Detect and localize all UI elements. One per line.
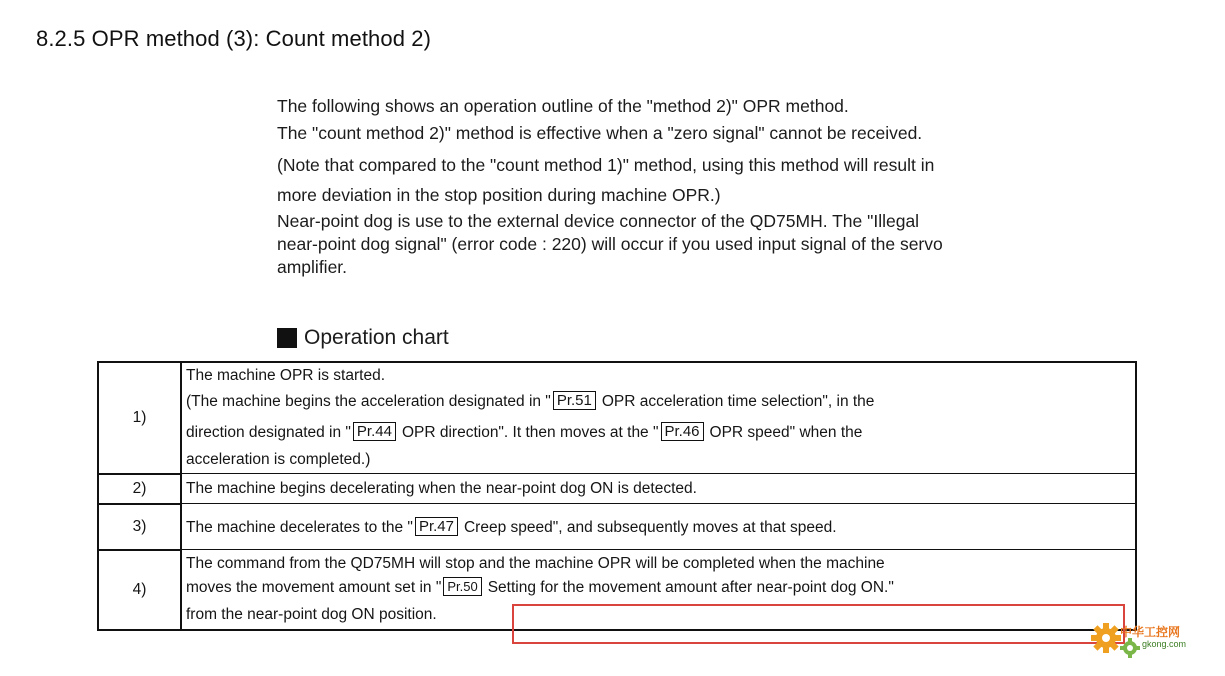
step-text-line: from the near-point dog ON position. [186, 606, 437, 623]
text-segment: direction designated in " [186, 424, 351, 441]
step-text-line [186, 417, 1135, 449]
step-description [181, 504, 1136, 550]
gear-icon [1090, 612, 1150, 668]
intro-text [277, 93, 1157, 278]
step-number: 2) [98, 474, 181, 504]
step-number: 3) [98, 504, 181, 550]
text-segment: The machine decelerates to the " [186, 518, 413, 536]
text-segment: (The machine begins the acceleration designated in " [186, 393, 551, 410]
step-text-line: The command from the QD75MH will stop and the machine OPR will be completed when the machine [186, 555, 885, 572]
step-number: 4) [98, 550, 181, 631]
step-description [181, 362, 1136, 474]
highlight-box [512, 604, 1125, 644]
intro-line: near-point dog signal" (error code : 220) will occur if you used input signal of the servo [277, 234, 943, 254]
intro-line: Near-point dog is use to the external device connector of the QD75MH. The "Illegal [277, 211, 920, 231]
step-text-line: The machine OPR is started. [186, 367, 385, 384]
step-text-line [186, 575, 1135, 601]
text-segment: Creep speed", and subsequently moves at that speed. [463, 518, 837, 536]
text-segment: Setting for the movement amount after near-point dog ON." [487, 579, 894, 596]
watermark-text: 中华工控网 [1120, 625, 1181, 639]
parameter-box: Pr.44 [353, 422, 396, 441]
parameter-box: Pr.46 [661, 422, 704, 441]
text-segment: OPR speed" when the [709, 424, 863, 441]
text-segment: OPR direction". It then moves at the " [401, 424, 659, 441]
section-heading [277, 326, 449, 350]
parameter-box: Pr.50 [443, 577, 481, 596]
watermark-url: gkong.com [1142, 639, 1187, 649]
parameter-box: Pr.51 [553, 391, 596, 410]
intro-line: The "count method 2)" method is effective when a "zero signal" cannot be received. [277, 123, 923, 143]
intro-line: more deviation in the stop position during machine OPR.) [277, 185, 721, 205]
table-row [98, 474, 1136, 504]
intro-line: (Note that compared to the "count method 1)" method, using this method will result in [277, 155, 935, 175]
intro-line: The following shows an operation outline of the "method 2)" OPR method. [277, 96, 849, 116]
black-square-icon [277, 328, 297, 348]
step-number: 1) [98, 362, 181, 474]
parameter-box: Pr.47 [415, 517, 458, 536]
page-title: 8.2.5 OPR method (3): Count method 2) [36, 26, 432, 51]
operation-chart-table [97, 361, 1137, 631]
text-segment: OPR acceleration time selection", in the [601, 393, 875, 410]
table-row [98, 504, 1136, 550]
step-text-line: acceleration is completed.) [186, 451, 371, 468]
table-row [98, 362, 1136, 474]
watermark [1090, 612, 1220, 668]
step-text-line [186, 387, 1135, 417]
intro-line: amplifier. [277, 257, 348, 277]
step-description: The machine begins decelerating when the near-point dog ON is detected. [181, 474, 1136, 504]
text-segment: moves the movement amount set in " [186, 579, 442, 596]
section-heading-label: Operation chart [304, 326, 449, 349]
